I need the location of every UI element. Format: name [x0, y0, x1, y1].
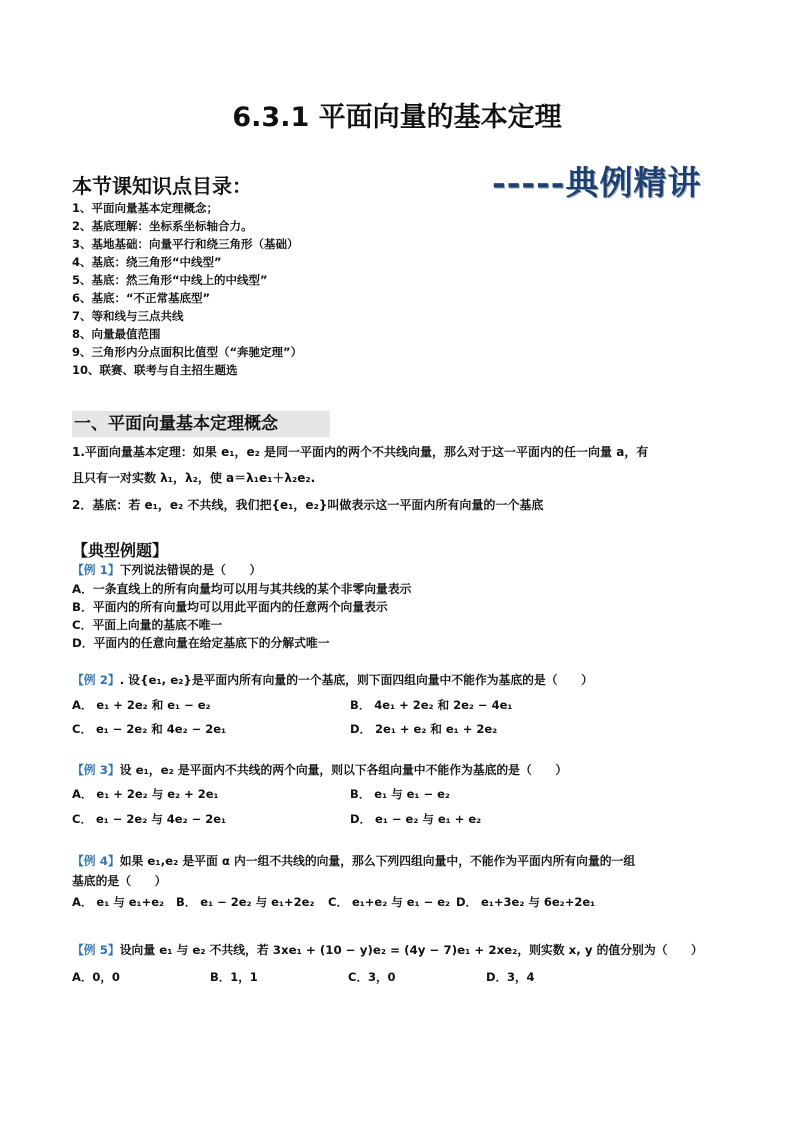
example-4-stem	[72, 852, 635, 869]
question-text: 下列说法错误的是（ ）	[119, 563, 262, 577]
toc-item: 5、基底：然三角形“中线上的中线型”	[72, 273, 268, 287]
option-a: A． e₁ + 2e₂ 和 e₁ − e₂	[72, 698, 211, 712]
toc-item: 6、基底：“不正常基底型”	[72, 291, 211, 305]
question-text: 如果 e₁,e₂ 是平面 α 内一组不共线的向量，那么下列四组向量中，不能作为平面内所有向量的一组	[119, 854, 636, 868]
option-a: A． e₁ + 2e₂ 与 e₂ + 2e₁	[72, 787, 219, 801]
option-b: B． 4e₁ + 2e₂ 和 2e₂ − 4e₁	[350, 698, 513, 712]
option-a: A．一条直线上的所有向量均可以用与其共线的某个非零向量表示	[72, 582, 412, 596]
examples-heading: 【典型例题】	[72, 541, 169, 560]
toc-item: 4、基底：绕三角形“中线型”	[72, 255, 222, 269]
question-text: . 设{e₁, e₂}是平面内所有向量的一个基底，则下面四组向量中不能作为基底的是（ ）	[119, 673, 593, 687]
toc-item: 1、平面向量基本定理概念；	[72, 201, 219, 215]
example-1-stem	[72, 561, 261, 578]
theorem-paragraph-line1: 1.平面向量基本定理：如果 e₁，e₂ 是同一平面内的两个不共线向量，那么对于这一平面内的任一向量 a，有	[72, 445, 649, 459]
option-d: D．3，4	[486, 970, 535, 984]
option-b: B．1，1	[210, 970, 258, 984]
question-text: 设向量 e₁ 与 e₂ 不共线，若 3xe₁ + (10 − y)e₂ = (4y − 7)e₁ + 2xe₂，则实数 x, y 的值分别为（ ）	[119, 943, 703, 957]
option-c: C． e₁ − 2e₂ 与 4e₂ − 2e₁	[72, 812, 227, 826]
banner-title: -----典例精讲	[492, 163, 702, 202]
option-c: C． e₁ − 2e₂ 和 4e₂ − 2e₁	[72, 722, 227, 736]
example-tag: 【例 2】	[72, 673, 120, 687]
toc-heading: 本节课知识点目录：	[72, 174, 252, 198]
option-b: B． e₁ − 2e₂ 与 e₁+2e₂	[176, 895, 315, 909]
section-heading: 一、平面向量基本定理概念	[72, 411, 330, 437]
page-title: 6.3.1 平面向量的基本定理	[232, 102, 562, 133]
option-d: D． 2e₁ + e₂ 和 e₁ + 2e₂	[350, 722, 498, 736]
example-tag: 【例 5】	[72, 943, 120, 957]
option-a: A．0，0	[72, 970, 120, 984]
option-d: D． e₁ − e₂ 与 e₁ + e₂	[350, 812, 482, 826]
toc-item: 3、基地基础：向量平行和绕三角形（基础）	[72, 237, 299, 251]
example-5-stem	[72, 941, 703, 958]
option-a: A． e₁ 与 e₁+e₂	[72, 895, 165, 909]
example-2-stem	[72, 671, 593, 688]
example-3-stem	[72, 761, 567, 778]
theorem-paragraph-line2: 且只有一对实数 λ₁，λ₂，使 a＝λ₁e₁＋λ₂e₂.	[72, 471, 316, 485]
option-b: B．平面内的所有向量均可以用此平面内的任意两个向量表示	[72, 600, 388, 614]
toc-item: 9、三角形内分点面积比值型（“奔驰定理”）	[72, 345, 303, 359]
option-c: C． e₁+e₂ 与 e₁ − e₂	[328, 895, 451, 909]
toc-item: 8、向量最值范围	[72, 327, 161, 341]
example-4-stem-line2: 基底的是（ ）	[72, 874, 167, 888]
question-text: 设 e₁，e₂ 是平面内不共线的两个向量，则以下各组向量中不能作为基底的是（ ）	[119, 763, 568, 777]
example-tag: 【例 4】	[72, 854, 120, 868]
option-b: B． e₁ 与 e₁ − e₂	[350, 787, 450, 801]
toc-item: 2、基底理解：坐标系坐标轴合力。	[72, 219, 253, 233]
basis-paragraph: 2．基底：若 e₁，e₂ 不共线，我们把{e₁，e₂}叫做表示这一平面内所有向量的一个基底	[72, 498, 544, 512]
option-d: D．平面内的任意向量在给定基底下的分解式唯一	[72, 636, 330, 650]
toc-item: 10、联赛、联考与自主招生题选	[72, 363, 238, 377]
option-d: D． e₁+3e₂ 与 6e₂+2e₁	[456, 895, 596, 909]
example-tag: 【例 1】	[72, 563, 120, 577]
option-c: C．平面上向量的基底不唯一	[72, 618, 223, 632]
example-tag: 【例 3】	[72, 763, 120, 777]
option-c: C．3，0	[348, 970, 396, 984]
toc-item: 7、等和线与三点共线	[72, 309, 184, 323]
